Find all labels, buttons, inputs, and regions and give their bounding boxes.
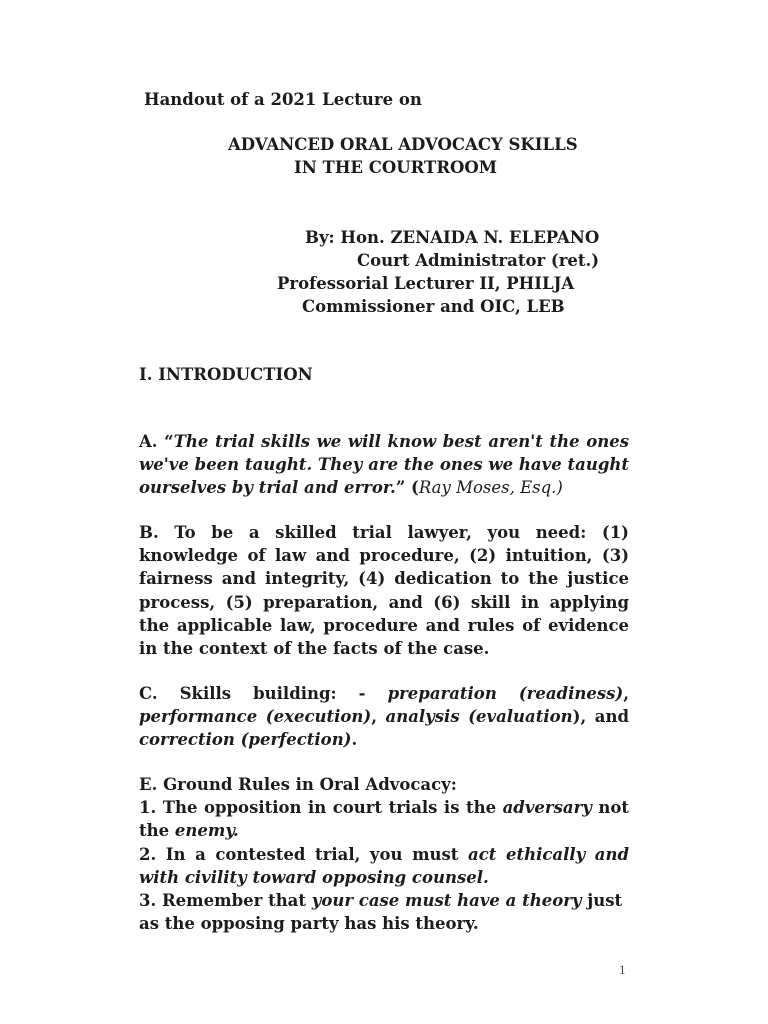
title-line-1: ADVANCED ORAL ADVOCACY SKILLS: [228, 135, 578, 154]
page-number: 1: [619, 962, 626, 977]
para-c-item-4: correction (perfection): [139, 730, 352, 750]
para-c-sep-3: ), and: [572, 707, 630, 727]
rule-3-prefix: 3. Remember that: [139, 891, 312, 911]
rule-1-middle: not the: [139, 798, 629, 841]
paragraph-a: [139, 430, 629, 500]
handout-subtitle: Handout of a 2021 Lecture on: [144, 90, 422, 109]
para-c-item-2: performance (execution): [139, 707, 372, 727]
para-a-attribution: Ray Moses, Esq.): [418, 478, 563, 498]
para-c-prefix: C. Skills building: -: [139, 684, 388, 703]
para-a-quote: The trial skills we will know best aren't the ones we've been taught. They are the ones we have taught ourselves by trial and error.: [139, 432, 629, 498]
author-name: By: Hon. ZENAIDA N. ELEPANO: [305, 228, 600, 247]
paragraph-e: [139, 773, 629, 935]
para-c-sep-2: ,: [371, 707, 386, 727]
paragraph-b: B. To be a skilled trial lawyer, you need: (1) knowledge of law and procedure, (2) intuition, (3) fairness and integrity, (4) dedication to the justice process, (5) preparation, and (6) skill in applying the applicable law, procedure and rules of evidence in the context of the facts of the case.: [139, 523, 629, 659]
para-c-item-3: analysis (evaluation: [385, 707, 573, 727]
rule-3-suffix: just as the opposing party has his theory.: [139, 891, 623, 934]
title-line-2: IN THE COURTROOM: [294, 158, 498, 177]
author-title-2: Professorial Lecturer II, PHILJA: [277, 274, 575, 293]
section-heading-introduction: I. INTRODUCTION: [139, 365, 313, 384]
ground-rule-1: [139, 796, 629, 842]
author-title-1: Court Administrator (ret.): [357, 251, 600, 270]
rule-1-emphasis-2: enemy.: [174, 821, 239, 841]
rule-3-emphasis: your case must have a theory: [311, 891, 582, 911]
para-c-sep-1: ,: [623, 684, 629, 703]
paragraph-c: [139, 682, 629, 752]
ground-rule-3: [139, 889, 629, 935]
ground-rule-2: [139, 843, 629, 889]
para-c-item-1: preparation (readiness): [387, 684, 624, 703]
rule-1-emphasis-1: adversary: [502, 798, 592, 818]
author-title-3: Commissioner and OIC, LEB: [302, 297, 565, 316]
para-a-close: ” (: [395, 478, 419, 498]
para-a-prefix: A. “: [139, 432, 174, 451]
rule-2-emphasis: act ethically and with civility toward opposing counsel.: [139, 844, 629, 887]
rule-1-prefix: 1. The opposition in court trials is the: [139, 798, 503, 818]
para-c-end: .: [351, 730, 358, 750]
rule-2-prefix: 2. In a contested trial, you must: [139, 844, 469, 864]
ground-rules-heading: E. Ground Rules in Oral Advocacy:: [139, 775, 457, 794]
